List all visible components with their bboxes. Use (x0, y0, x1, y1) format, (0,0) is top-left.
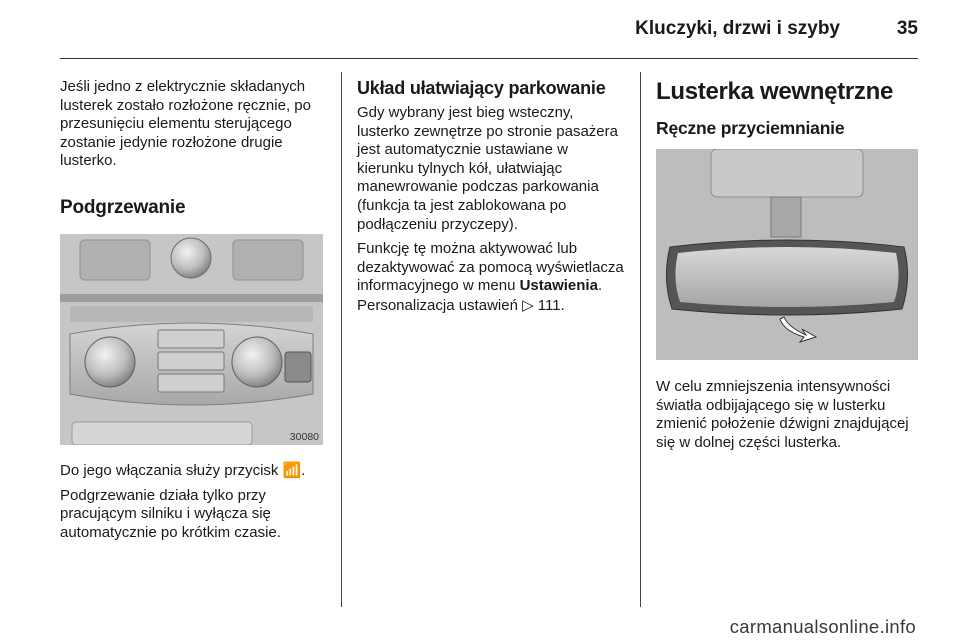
page-number: 35 (896, 18, 918, 39)
watermark: carmanualsonline.info (729, 616, 916, 637)
rear-heater-icon: 📶 (282, 460, 302, 479)
column-divider (640, 72, 641, 607)
heading-heating: Podgrzewanie (60, 196, 186, 218)
page-header (60, 18, 918, 58)
mirror-illustration (656, 149, 918, 360)
column-1 (60, 78, 330, 548)
column-2 (357, 78, 625, 322)
heating-button-text: Do jego włączania służy przycisk (60, 461, 283, 479)
intro-paragraph: Jeśli jedno z elektrycznie składanych lusterek zostało rozłożone ręcznie, po przesunięciu elementu sterującego zostanie jedynie rozłożone drugie lusterko. (60, 78, 311, 170)
heading-parking-assist: Układ ułatwiający parkowanie (357, 78, 606, 98)
page-reference-number: 111. (533, 296, 565, 314)
heating-button-text-end: . (301, 461, 306, 479)
column-divider (341, 72, 342, 607)
settings-menu-name: Ustawienia (519, 277, 598, 295)
heating-control-panel-figure (60, 234, 323, 445)
header-rule (60, 58, 918, 59)
dimming-paragraph: W celu zmniejszenia intensywności światła odbijającego się w lusterku zmienić położenie dźwigni znajdującej się w dolnej części lusterka. (656, 378, 909, 451)
interior-mirror-figure (656, 149, 918, 360)
figure-number: 30080 (289, 430, 319, 443)
settings-text-b: . Personalizacja ustawień (357, 277, 603, 314)
heating-info-paragraph: Podgrzewanie działa tylko przy pracującym silniku i wyłącza się automatycznie po krótkim czasie. (60, 486, 281, 541)
heading-manual-dimming: Ręczne przyciemnianie (656, 118, 845, 138)
parking-assist-paragraph: Gdy wybrany jest bieg wsteczny, lusterko zewnętrze po stronie pasażera jest automatycznie ustawiane w kierunku tylnych kół, ułatwiając manewrowanie podczas parkowania (funkcja ta jest zablokowana po podłączeniu przyczepy). (357, 104, 618, 233)
page-reference-icon: ▷ (522, 295, 534, 314)
column-3 (656, 78, 924, 458)
heading-interior-mirrors: Lusterka wewnętrzne (656, 78, 894, 105)
parking-assist-settings-paragraph (357, 240, 625, 315)
header-title: Kluczyki, drzwi i szyby (635, 18, 840, 39)
control-panel-illustration (60, 234, 323, 445)
heating-button-paragraph (60, 461, 330, 481)
settings-text-a: Funkcję tę można aktywować lub dezaktywować za pomocą wyświetlacza informacyjnego w menu (357, 240, 624, 295)
